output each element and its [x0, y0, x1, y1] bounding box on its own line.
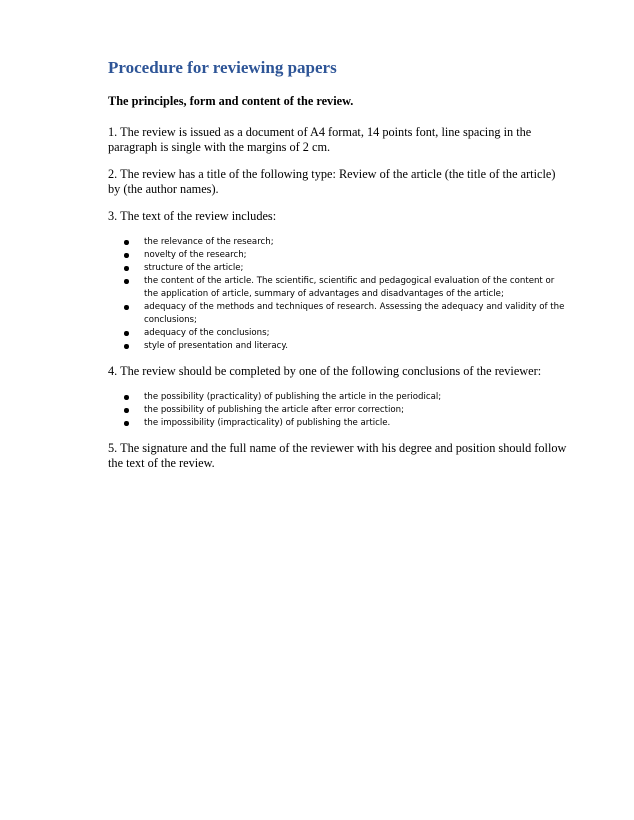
- paragraph-5: 5. The signature and the full name of the reviewer with his degree and position should follow the text of the review.: [108, 441, 567, 470]
- bullet-icon: [124, 266, 129, 271]
- bullet-icon: [124, 279, 129, 284]
- list-item: adequacy of the conclusions;: [108, 327, 570, 340]
- list-item: style of presentation and literacy.: [108, 340, 570, 353]
- bullet-icon: [124, 408, 129, 413]
- list-item: the impossibility (impracticality) of publishing the article.: [108, 417, 570, 430]
- bullet-icon: [124, 305, 129, 310]
- document-page: [108, 58, 570, 483]
- paragraph-3: 3. The text of the review includes:: [108, 209, 277, 223]
- list-item: the possibility (practicality) of publishing the article in the periodical;: [108, 391, 570, 404]
- reviewer-conclusions-list: [108, 391, 570, 430]
- document-subtitle: The principles, form and content of the review.: [108, 94, 354, 108]
- list-item: novelty of the research;: [108, 249, 570, 262]
- bullet-icon: [124, 240, 129, 245]
- bullet-icon: [124, 344, 129, 349]
- bullet-icon: [124, 395, 129, 400]
- bullet-icon: [124, 253, 129, 258]
- paragraph-1: 1. The review is issued as a document of A4 format, 14 points font, line spacing in the paragraph is single with the margins of 2 cm.: [108, 125, 532, 154]
- bullet-icon: [124, 331, 129, 336]
- review-contents-list: [108, 236, 570, 353]
- paragraph-2: 2. The review has a title of the following type: Review of the article (the title of the article) by (the author names).: [108, 167, 556, 196]
- paragraph-4: 4. The review should be completed by one of the following conclusions of the reviewer:: [108, 364, 542, 378]
- document-title: Procedure for reviewing papers: [108, 58, 337, 77]
- list-item: the content of the article. The scientific, scientific and pedagogical evaluation of the content or the application of article, summary of advantages and disadvantages of the article;: [108, 275, 570, 301]
- list-item: structure of the article;: [108, 262, 570, 275]
- bullet-icon: [124, 421, 129, 426]
- list-item: the possibility of publishing the article after error correction;: [108, 404, 570, 417]
- list-item: the relevance of the research;: [108, 236, 570, 249]
- list-item: adequacy of the methods and techniques of research. Assessing the adequacy and validity of the conclusions;: [108, 301, 570, 327]
